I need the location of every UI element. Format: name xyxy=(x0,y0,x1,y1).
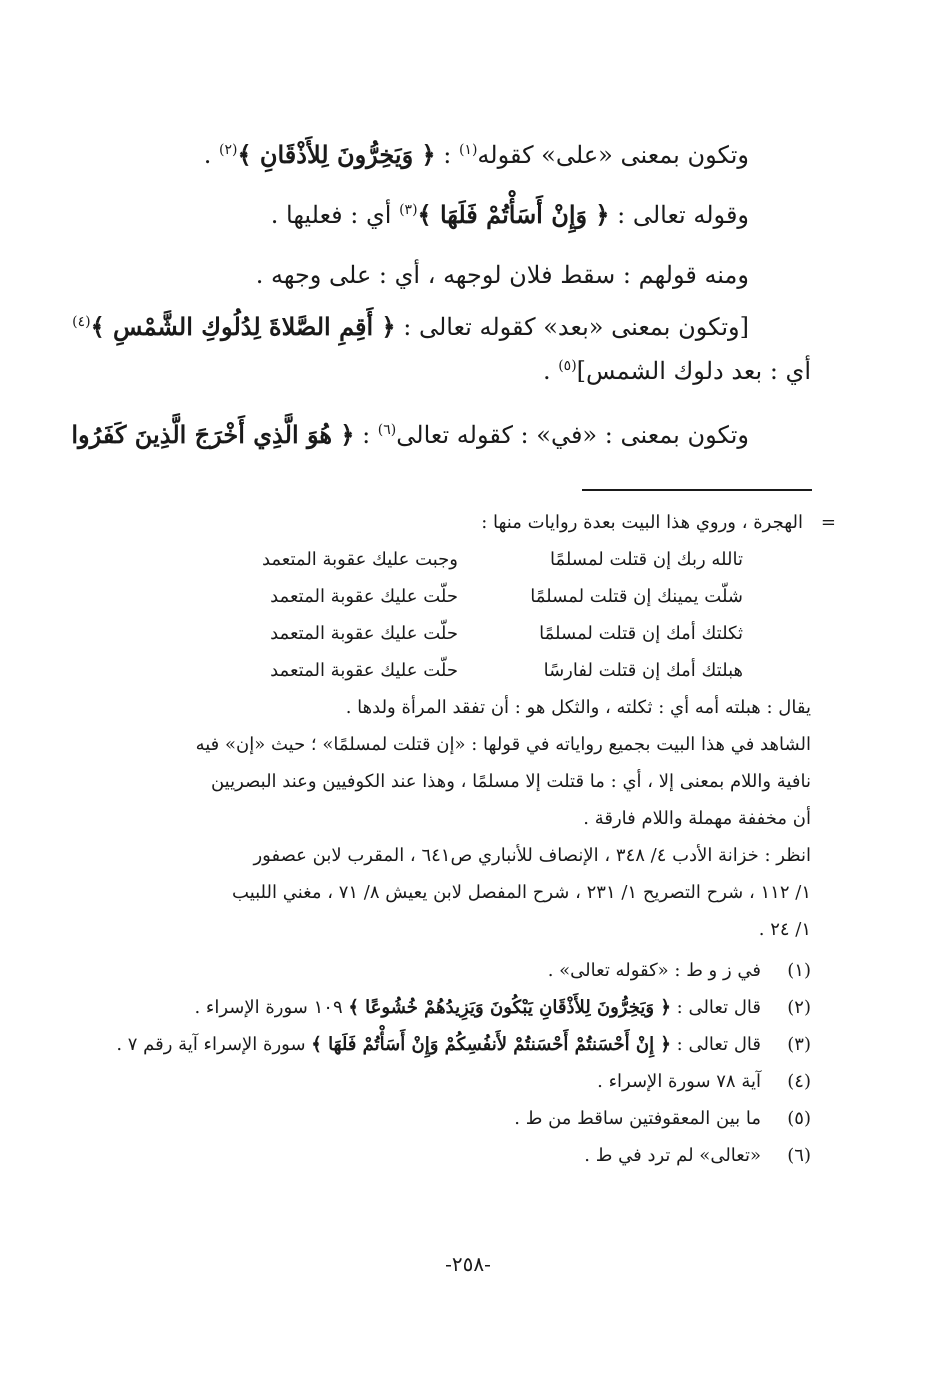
notes-para-3-line: ١/ ١١٢ ، شرح التصريح ١/ ٢٣١ ، شرح المفصل لابن يعيش ٨/ ٧١ ، مغني اللبيب xyxy=(232,882,811,903)
text-span: : xyxy=(435,141,459,169)
verse-first-half: شلّت يمينك إن قتلت لمسلمًا xyxy=(530,586,743,607)
poem-verses xyxy=(111,541,811,689)
text-span: . xyxy=(542,357,559,385)
text-span: وقوله تعالى : xyxy=(609,201,749,229)
text-span: ١٠٩ سورة الإسراء . xyxy=(194,997,349,1018)
verse-row xyxy=(111,615,811,652)
continuation-mark: = xyxy=(820,512,836,533)
quran-quote: ﴿ وَإِنْ أَسَأْتُمْ فَلَهَا ﴾ xyxy=(417,200,610,229)
text-span: أي : فعليها . xyxy=(270,201,400,229)
main-line-2 xyxy=(111,185,811,245)
footnote-text: آية ٧٨ سورة الإسراء . xyxy=(597,1071,761,1092)
footnote-item xyxy=(111,1063,811,1100)
verse-second-half: حلّت عليك عقوبة المتعمد xyxy=(270,586,458,607)
text-span: : xyxy=(354,421,378,449)
footnote-separator xyxy=(582,489,812,491)
notes-para-2-line: نافية واللام بمعنى إلا ، أي : ما قتلت إلا مسلمًا ، وهذا عند الكوفيين وعند البصريين xyxy=(210,771,811,792)
text-span: . xyxy=(203,141,219,169)
quran-quote: ﴿ وَيَخِرُّونَ لِلأَذْقَانِ ﴾ xyxy=(237,140,436,169)
verse-row xyxy=(111,578,811,615)
footnote-list xyxy=(111,952,811,1174)
footnote-ref-5: (٥) xyxy=(558,358,577,374)
text-span: [وتكون بمعنى «بعد» كقوله تعالى : xyxy=(395,313,749,341)
quran-quote: ﴿ أَقِمِ الصَّلاةَ لِدُلُوكِ الشَّمْسِ ﴾ xyxy=(90,312,396,341)
page-number: -٢٥٨- xyxy=(445,1252,491,1276)
footnote-item xyxy=(111,1100,811,1137)
main-line-6 xyxy=(71,405,811,465)
footnote-item xyxy=(111,1137,811,1174)
text-span: وتكون بمعنى : «في» : كقوله تعالى xyxy=(396,421,749,449)
footnote-text xyxy=(116,1026,761,1063)
footnote-number: (٤) xyxy=(787,1071,811,1092)
footnote-ref-2: (٢) xyxy=(218,142,238,158)
text-span: سورة الإسراء آية رقم ٧ . xyxy=(116,1034,312,1055)
footnote-number: (٦) xyxy=(787,1145,811,1166)
verse-first-half: ثكلتك أمك إن قتلت لمسلمًا xyxy=(539,623,743,644)
footnote-text xyxy=(194,989,761,1026)
footnote-item xyxy=(111,952,811,989)
footnotes-area xyxy=(111,504,836,1174)
verse-second-half: وجبت عليك عقوبة المتعمد xyxy=(261,549,458,570)
notes-para-3-line: انظر : خزانة الأدب ٤/ ٣٤٨ ، الإنصاف للأنباري ص٦٤١ ، المقرب لابن عصفور xyxy=(253,845,811,866)
footnote-number: (٥) xyxy=(787,1108,811,1129)
footnote-text: في ز و ط : «كقوله تعالى» . xyxy=(547,960,761,981)
footnote-ref-3: (٣) xyxy=(399,202,418,218)
main-line-4 xyxy=(72,305,811,349)
text-span: أي : بعد دلوك الشمس] xyxy=(576,357,811,385)
verse-second-half: حلّت عليك عقوبة المتعمد xyxy=(270,660,458,681)
footnote-text: ما بين المعقوفتين ساقط من ط . xyxy=(514,1108,761,1129)
text-span: قال تعالى : xyxy=(670,1034,761,1055)
verse-second-half: حلّت عليك عقوبة المتعمد xyxy=(270,623,458,644)
footnote-number: (٣) xyxy=(787,1034,811,1055)
notes-para-3-line: ١/ ٢٤ . xyxy=(758,919,811,940)
verse-row xyxy=(111,541,811,578)
notes-intro: الهجرة ، وروي هذا البيت بعدة روايات منها : xyxy=(481,512,803,533)
footnote-ref-1: (١) xyxy=(458,142,478,158)
quran-quote: ﴿ وَيَخِرُّونَ لِلأَذْقَانِ يَبْكُونَ وَيَزِيدُهُمْ خُشُوعًا ﴾ xyxy=(348,997,671,1018)
verse-first-half: تالله ربك إن قتلت لمسلمًا xyxy=(549,549,743,570)
notes-para-2-line: أن مخففة مهملة واللام فارقة . xyxy=(583,808,811,829)
verse-row xyxy=(111,652,811,689)
footnote-number: (١) xyxy=(787,960,811,981)
quran-quote: ﴿ هُوَ الَّذِي أَخْرَجَ الَّذِينَ كَفَرُوا xyxy=(71,420,355,449)
footnote-item xyxy=(111,989,811,1026)
main-line-5 xyxy=(111,349,811,393)
text-span: قال تعالى : xyxy=(670,997,761,1018)
notes-para-1: يقال : هبلته أمه أي : ثكلته ، والثكل هو : أن تفقد المرأة ولدها . xyxy=(345,697,811,718)
main-line-3: ومنه قولهم : سقط فلان لوجهه ، أي : على وجهه . xyxy=(255,261,749,289)
notes-para-2-line: الشاهد في هذا البيت بجميع رواياته في قولها : «إن قتلت لمسلمًا» ؛ حيث «إن» فيه xyxy=(195,734,811,755)
footnote-ref-4: (٤) xyxy=(72,314,91,330)
footnote-item xyxy=(111,1026,811,1063)
footnote-ref-6: (٦) xyxy=(377,422,397,438)
footnote-number: (٢) xyxy=(787,997,811,1018)
main-line-1 xyxy=(111,125,811,185)
text-span: وتكون بمعنى «على» كقوله xyxy=(477,141,749,169)
verse-first-half: هبلتك أمك إن قتلت لفارسًا xyxy=(543,660,743,681)
quran-quote: ﴿ إِنْ أَحْسَنتُمْ أَحْسَنتُمْ لأَنفُسِكُمْ وَإِنْ أَسَأْتُمْ فَلَهَا ﴾ xyxy=(311,1034,671,1055)
footnote-text: «تعالى» لم ترد في ط . xyxy=(584,1145,761,1166)
main-text xyxy=(71,125,811,465)
